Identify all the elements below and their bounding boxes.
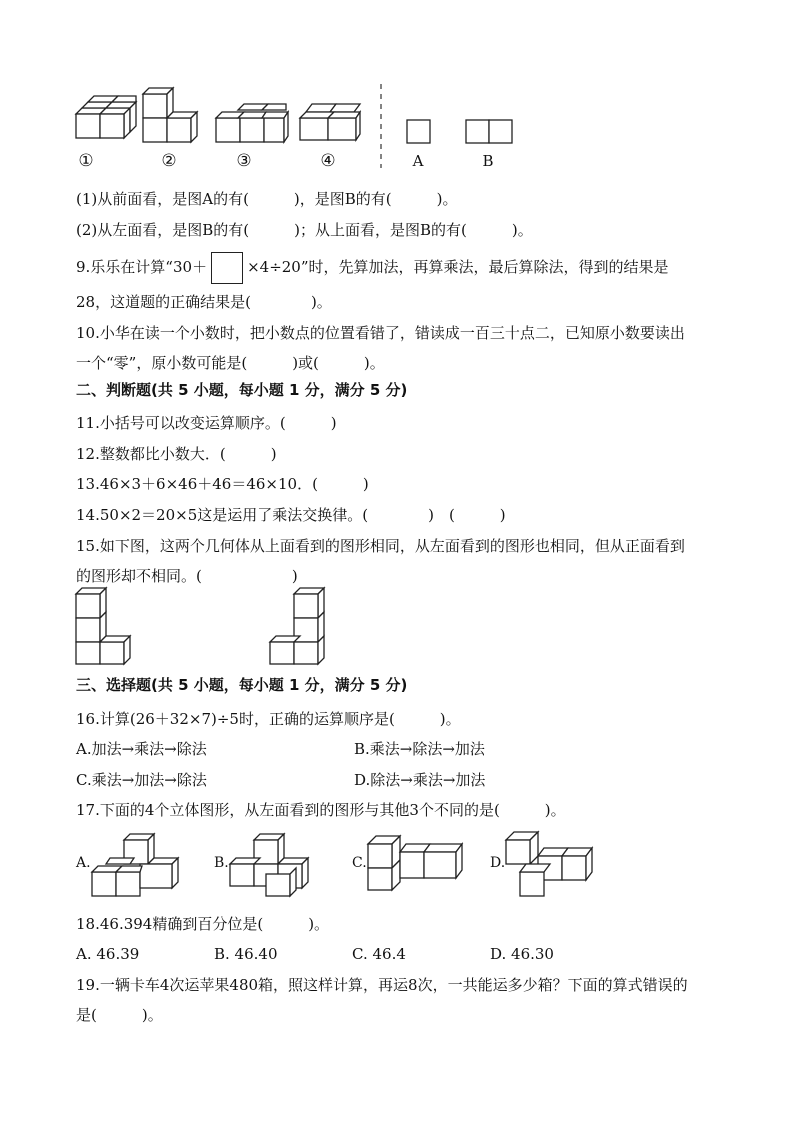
q18-option-a[interactable]: A. 46.39 (76, 945, 140, 963)
figure-label-a: A (412, 152, 424, 170)
q9-line2: 28，这道题的正确结果是( )。 (76, 293, 332, 311)
q9-pre: 9.乐乐在计算“30＋ (76, 258, 208, 276)
q13: 13.46×3＋6×46＋46＝46×10．( ) (76, 475, 369, 493)
q19-line1: 19.一辆卡车4次运苹果480箱，照这样计算，再运8次，一共能运多少箱？下面的算式错误的 (76, 976, 688, 994)
q12: 12.整数都比小数大．( ) (76, 445, 277, 463)
cube-figure-3 (216, 100, 288, 146)
q10-line2: 一个“零”，原小数可能是( )或( )。 (76, 354, 385, 372)
q14: 14.50×2＝20×5这是运用了乘法交换律。( ) ( ) (76, 506, 506, 524)
q10-line1: 10.小华在读一个小数时，把小数点的位置看错了，错读成一百三十点二，已知原小数要读出 (76, 324, 685, 342)
figure-label-3: ③ (236, 151, 252, 171)
view-figure-b (465, 119, 515, 145)
section-2-title: 二、判断题(共 5 小题，每小题 1 分，满分 5 分) (76, 381, 408, 399)
divider-dashed-line (379, 84, 383, 168)
q16-option-d[interactable]: D.除法→乘法→加法 (354, 771, 486, 789)
q16-option-a[interactable]: A.加法→乘法→除法 (76, 740, 207, 758)
q18-option-b[interactable]: B. 46.40 (214, 945, 278, 963)
q15-line2: 的图形却不相同。( ) (76, 567, 298, 585)
q8-part2: (2)从左面看，是图B的有( )；从上面看，是图B的有( )。 (76, 221, 533, 239)
section-3-title: 三、选择题(共 5 小题，每小题 1 分，满分 5 分) (76, 676, 408, 694)
cube-figure-2 (143, 86, 203, 144)
q16-option-c[interactable]: C.乘法→加法→除法 (76, 771, 207, 789)
q17-figure-a (92, 826, 192, 898)
cube-figure-4 (300, 98, 362, 144)
q17-option-a-label[interactable]: A. (76, 855, 91, 871)
q8-part1: (1)从前面看，是图A的有( )，是图B的有( )。 (76, 190, 458, 208)
q17-figure-b (230, 826, 320, 898)
q15-figure-right (270, 586, 328, 666)
q18-option-c[interactable]: C. 46.4 (352, 945, 406, 963)
figure-label-b: B (482, 152, 494, 170)
view-figure-a (406, 119, 432, 145)
q18-stem: 18.46.394精确到百分位是( )。 (76, 915, 330, 933)
q17-option-c-label[interactable]: C. (352, 855, 367, 871)
figure-label-2: ② (161, 151, 177, 171)
figure-label-1: ① (78, 151, 94, 171)
q16-option-b[interactable]: B.乘法→除法→加法 (354, 740, 485, 758)
q19-line2: 是( )。 (76, 1006, 163, 1024)
q9-blank-box[interactable] (211, 252, 243, 284)
q17-option-b-label[interactable]: B. (214, 855, 229, 871)
q15-line1: 15.如下图，这两个几何体从上面看到的图形相同，从左面看到的图形也相同，但从正面看到 (76, 537, 685, 555)
cube-figure-1 (76, 92, 136, 148)
q17-option-d-label[interactable]: D. (490, 855, 506, 871)
q18-option-d[interactable]: D. 46.30 (490, 945, 554, 963)
figure-label-4: ④ (320, 151, 336, 171)
q17-figure-d (506, 826, 596, 898)
q9-line1 (76, 252, 669, 284)
q16-stem: 16.计算(26＋32×7)÷5时，正确的运算顺序是( )。 (76, 710, 461, 728)
q17-stem: 17.下面的4个立体图形，从左面看到的图形与其他3个不同的是( )。 (76, 801, 566, 819)
q17-figure-c (368, 830, 468, 894)
q15-figure-left (76, 586, 134, 666)
q11: 11.小括号可以改变运算顺序。( ) (76, 414, 337, 432)
q9-post: ×4÷20”时，先算加法，再算乘法，最后算除法，得到的结果是 (247, 258, 669, 276)
